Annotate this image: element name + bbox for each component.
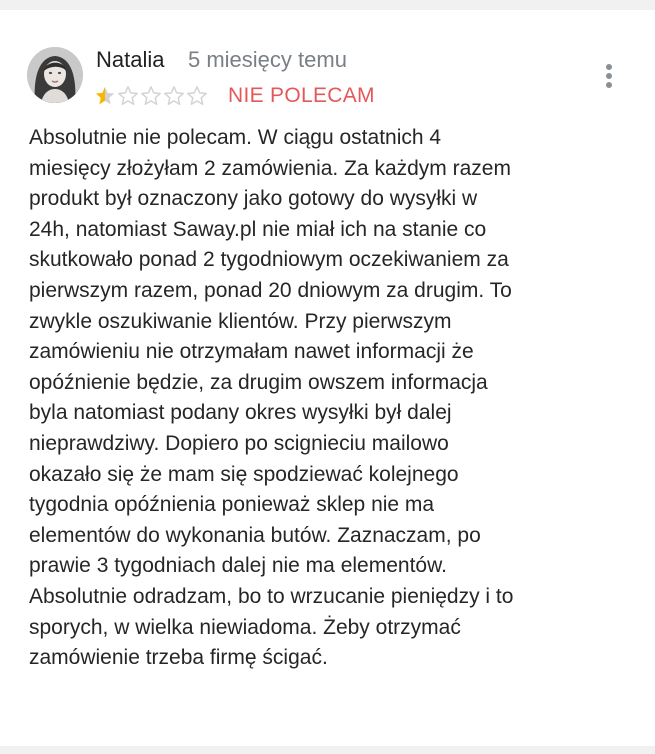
star-empty-icon: [117, 85, 139, 107]
avatar[interactable]: [27, 47, 83, 103]
review-line: opóźnienie będzie, za drugim owszem informacja: [29, 370, 488, 394]
verdict-label: NIE POLECAM: [228, 84, 375, 107]
review-line: zwykle oszukiwanie klientów. Przy pierwszym: [29, 309, 452, 333]
review-line: okazało się że mam się spodziewać kolejnego: [29, 462, 459, 486]
bottom-divider: [0, 746, 655, 754]
star-rating: [94, 85, 209, 107]
review-line: 24h, natomiast Saway.pl nie miał ich na stanie co: [29, 217, 487, 241]
review-line: zamówieniu nie otrzymałam nawet informacji że: [29, 340, 474, 364]
review-line: elementów do wykonania butów. Zaznaczam, po: [29, 523, 481, 547]
review-line: prawie 3 tygodniach dalej nie ma elementów.: [29, 554, 447, 578]
menu-dot: [606, 73, 612, 79]
review-line: Absolutnie nie polecam. W ciągu ostatnich 4: [29, 126, 442, 149]
review-line: Absolutnie odradzam, bo to wrzucanie pieniędzy i to: [29, 584, 514, 608]
menu-dot: [606, 82, 612, 88]
review-line: sporych, w wielka niewiadoma. Żeby otrzymać: [29, 615, 461, 639]
review-line: byla natomiast podany okres wysyłki był dalej: [29, 401, 452, 425]
menu-dot: [606, 64, 612, 70]
review-line: produkt był oznaczony jako gotowy do wysyłki w: [29, 187, 478, 211]
star-empty-icon: [140, 85, 162, 107]
star-empty-icon: [163, 85, 185, 107]
review-line: miesięcy złożyłam 2 zamówienia. Za każdym razem: [29, 156, 511, 180]
top-divider: [0, 0, 655, 10]
review-text: [29, 123, 639, 674]
review-time: 5 miesięcy temu: [188, 47, 347, 72]
author-name[interactable]: Natalia: [96, 47, 165, 72]
review-line: tygodnia opóźnienia ponieważ sklep nie ma: [29, 493, 435, 517]
review-line: zamówienie trzeba firmę ścigać.: [29, 646, 328, 670]
star-empty-icon: [186, 85, 208, 107]
avatar-photo: [27, 47, 83, 103]
review-line: skutkowało ponad 2 tygodniowym oczekiwaniem za: [29, 248, 509, 272]
star-half-icon: [94, 85, 116, 107]
more-options-button[interactable]: [602, 64, 616, 90]
review-line: nieprawdziwy. Dopiero po scignieciu mailowo: [29, 431, 449, 455]
review-line: pierwszym razem, ponad 20 dniowym za drugim. To: [29, 278, 512, 302]
